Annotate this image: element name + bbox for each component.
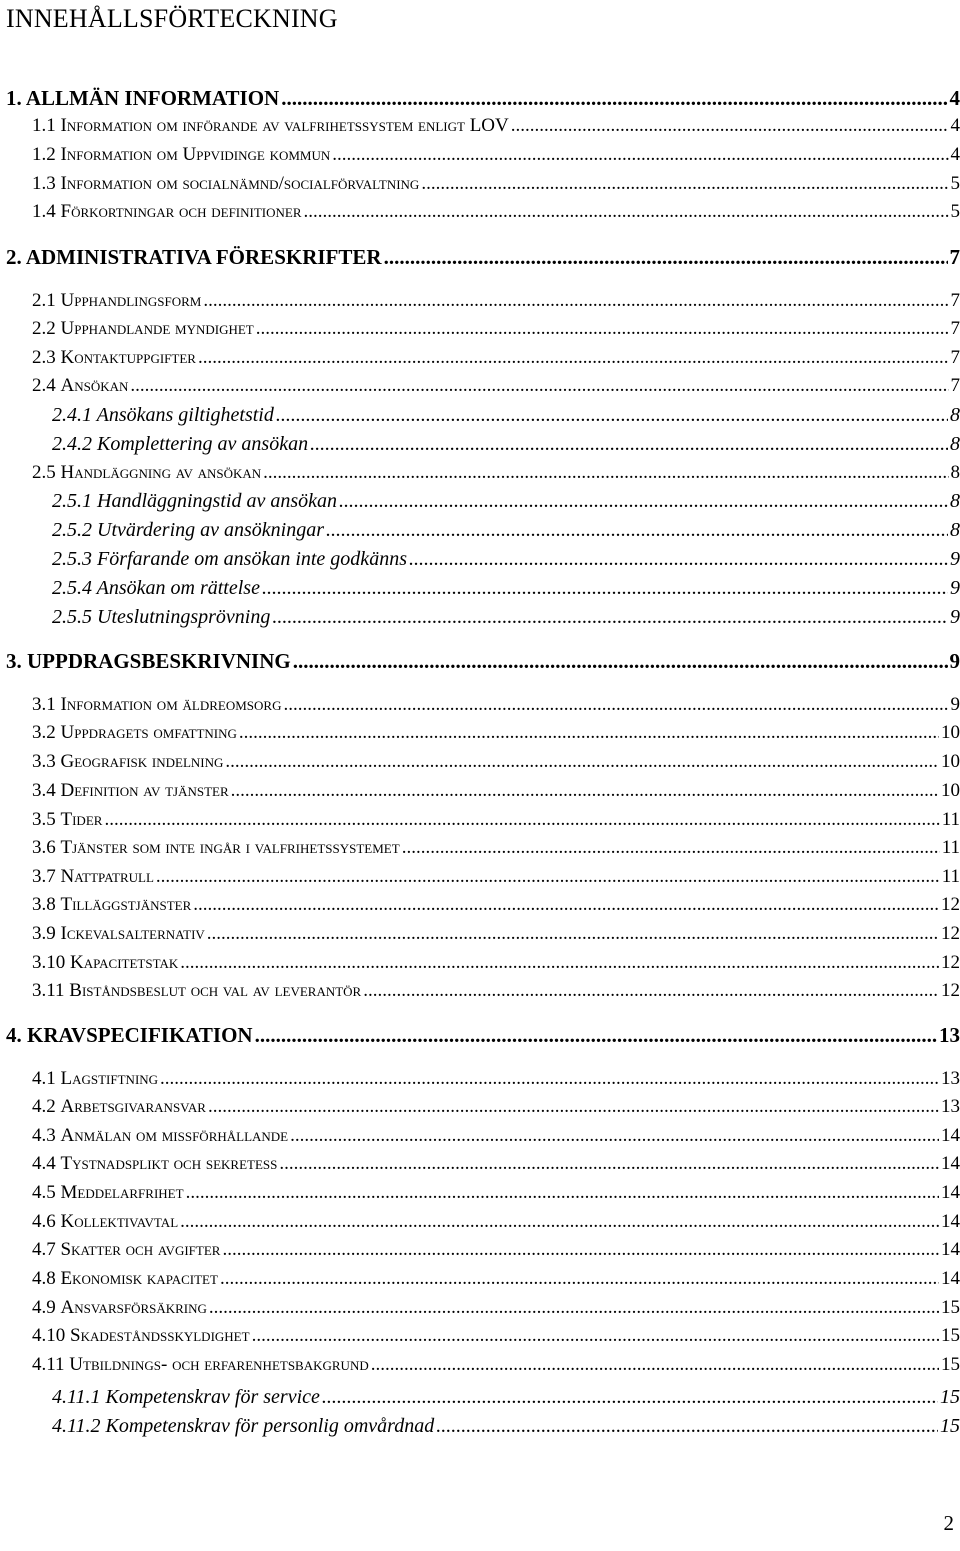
dot-leader [198, 344, 949, 372]
toc-entry-page: 11 [941, 866, 960, 887]
toc-entry-page: 15 [941, 1354, 960, 1375]
toc-entry-page: 10 [941, 751, 960, 772]
toc-entry[interactable] [32, 834, 960, 862]
toc-entry-text: Utbildnings- och erfarenhetsbakgrund [69, 1354, 369, 1375]
toc-entry-number: 3.11 [32, 980, 70, 1001]
toc-entry-page: 7 [950, 347, 960, 368]
toc-entry-text: Ansvarsförsäkring [60, 1297, 207, 1318]
toc-entry-text: Meddelarfrihet [60, 1182, 184, 1203]
dot-leader [293, 647, 948, 675]
toc-entry-label [52, 1412, 434, 1440]
toc-entry[interactable] [52, 401, 960, 429]
toc-entry-page: 12 [941, 894, 960, 915]
toc-entry-page: 8 [950, 433, 960, 455]
dot-leader [222, 1236, 939, 1264]
dot-leader [371, 1351, 939, 1379]
toc-entry-text: KRAVSPECIFIKATION [27, 1023, 253, 1047]
toc-entry-page: 8 [950, 490, 960, 512]
toc-entry[interactable] [32, 170, 960, 198]
toc-entry-number: 3.5 [32, 809, 61, 830]
toc-entry[interactable] [52, 487, 960, 515]
toc-entry-number: 4.10 [32, 1325, 70, 1346]
toc-entry[interactable] [32, 1150, 960, 1178]
dot-leader [272, 603, 948, 631]
toc-entry-text: Ickevalsalternativ [60, 923, 205, 944]
toc-entry-number: 2.5.5 [52, 606, 97, 628]
toc-entry-label [32, 344, 196, 372]
dot-leader [209, 1294, 939, 1322]
toc-entry-text: Kontaktuppgifter [60, 347, 196, 368]
toc-entry-page: 7 [950, 290, 960, 311]
toc-entry-label [32, 891, 191, 919]
dot-leader [156, 863, 940, 891]
toc-entry[interactable] [32, 1351, 960, 1379]
toc-entry-page: 12 [941, 952, 960, 973]
toc-entry-number: 4.4 [32, 1153, 61, 1174]
toc-entry-text: ADMINISTRATIVA FÖRESKRIFTER [25, 245, 382, 269]
toc-entry-page: 8 [950, 462, 960, 483]
toc-entry[interactable] [32, 719, 960, 747]
toc-entry-text: Förkortningar och definitioner [60, 201, 302, 222]
toc-entry-label [32, 863, 154, 891]
toc-entry-text: Information om införande av valfrihetssystem enligt LOV [60, 115, 509, 136]
toc-entry-page: 15 [940, 1386, 960, 1408]
toc-entry-label [52, 430, 308, 458]
toc-entry-text: Kollektivavtal [60, 1211, 179, 1232]
toc-entry-number: 1.4 [32, 201, 61, 222]
toc-entry-number: 4.7 [32, 1239, 61, 1260]
toc-entry-number: 3.4 [32, 780, 61, 801]
toc-entry-label [52, 1383, 320, 1411]
dot-leader [436, 1412, 938, 1440]
toc-entry-page: 13 [941, 1096, 960, 1117]
toc-entry-number: 2.5.1 [52, 490, 97, 512]
dot-leader [279, 1150, 939, 1178]
toc-entry[interactable] [32, 863, 960, 891]
toc-entry-number: 2.4.1 [52, 404, 97, 426]
toc-entry-text: Uppdragets omfattning [60, 722, 237, 743]
toc-entry-number: 2.5 [32, 462, 61, 483]
toc-entry-number: 3.7 [32, 866, 61, 887]
toc-entry-label [32, 806, 102, 834]
toc-entry-text: Information om socialnämnd/socialförvaltning [60, 173, 420, 194]
toc-entry-text: Uteslutningsprövning [97, 606, 271, 628]
toc-entry-label [32, 1265, 218, 1293]
toc-entry-number: 3.6 [32, 837, 61, 858]
toc-entry-page: 4 [949, 86, 960, 110]
toc-entry-label [52, 401, 274, 429]
toc-entry[interactable] [32, 1208, 960, 1236]
dot-leader [409, 545, 948, 573]
toc-entry-number: 3.8 [32, 894, 61, 915]
dot-leader [193, 891, 939, 919]
toc-entry[interactable] [32, 806, 960, 834]
dot-leader [239, 719, 939, 747]
toc-entry-page: 13 [939, 1023, 960, 1047]
toc-entry-text: Biståndsbeslut och val av leverantör [69, 980, 362, 1001]
toc-entry-page: 11 [941, 809, 960, 830]
toc-entry-number: 4.1 [32, 1068, 61, 1089]
toc-entry-label [32, 920, 205, 948]
toc-entry[interactable] [32, 1179, 960, 1207]
toc-entry[interactable] [32, 1122, 960, 1150]
toc-entry-number: 2.4 [32, 375, 61, 396]
dot-leader [310, 430, 948, 458]
toc-entry-label [32, 1236, 220, 1264]
toc-entry-number: 2. [6, 245, 26, 269]
toc-entry-page: 12 [941, 923, 960, 944]
toc-entry-number: 2.2 [32, 318, 61, 339]
toc-entry-page: 9 [949, 649, 960, 673]
toc-entry-label [32, 719, 237, 747]
toc-entry[interactable] [32, 777, 960, 805]
toc-entry-label [32, 1122, 288, 1150]
toc-entry-number: 3.1 [32, 694, 61, 715]
toc-entry-text: UPPDRAGSBESKRIVNING [27, 649, 291, 673]
toc-entry[interactable] [32, 1294, 960, 1322]
toc-entry-number: 4.8 [32, 1268, 61, 1289]
toc-entry-page: 14 [941, 1211, 960, 1232]
toc-entry-page: 7 [950, 375, 960, 396]
toc-entry-label [32, 1093, 206, 1121]
toc-entry[interactable] [32, 920, 960, 948]
toc-entry-text: Komplettering av ansökan [97, 433, 309, 455]
toc-entry-number: 1.2 [32, 144, 61, 165]
toc-entry[interactable] [52, 430, 960, 458]
toc-entry-label [52, 516, 324, 544]
dot-leader [207, 920, 939, 948]
toc-entry[interactable] [32, 1265, 960, 1293]
toc-entry-label [6, 647, 291, 675]
toc-entry-text: Utvärdering av ansökningar [97, 519, 325, 541]
toc-entry-text: Tider [60, 809, 103, 830]
toc-entry[interactable] [32, 1322, 960, 1350]
dot-leader [186, 1179, 939, 1207]
toc-entry-number: 3.10 [32, 952, 70, 973]
toc-entry-text: Information om Uppvidinge kommun [60, 144, 331, 165]
toc-entry-page: 7 [949, 245, 960, 269]
toc-entry[interactable] [32, 372, 960, 400]
toc-entry[interactable] [52, 1412, 960, 1440]
dot-leader [384, 243, 948, 271]
toc-entry-text: Handläggningstid av ansökan [97, 490, 337, 512]
toc-entry-number: 4.5 [32, 1182, 61, 1203]
toc-entry-page: 15 [940, 1415, 960, 1437]
toc-entry-page: 10 [941, 722, 960, 743]
dot-leader [363, 977, 939, 1005]
toc-entry-text: Anmälan om missförhållande [60, 1125, 289, 1146]
toc-entry[interactable] [52, 516, 960, 544]
toc-entry-page: 8 [950, 404, 960, 426]
toc-entry[interactable] [52, 1383, 960, 1411]
toc-entry-label [32, 1065, 158, 1093]
toc-entry-number: 4.6 [32, 1211, 61, 1232]
toc-entry-page: 9 [950, 577, 960, 599]
toc-entry-number: 4.2 [32, 1096, 61, 1117]
toc-entry-page: 14 [941, 1182, 960, 1203]
toc-entry-label [32, 1208, 178, 1236]
toc-entry-page: 13 [941, 1068, 960, 1089]
toc-entry-text: Information om äldreomsorg [60, 694, 282, 715]
toc-entry[interactable] [32, 748, 960, 776]
toc-entry[interactable] [52, 603, 960, 631]
toc-entry-number: 4.9 [32, 1297, 61, 1318]
toc-entry-page: 12 [941, 980, 960, 1001]
toc-entry-text: Arbetsgivaransvar [60, 1096, 206, 1117]
toc-entry-page: 7 [950, 318, 960, 339]
toc-entry-number: 1.3 [32, 173, 61, 194]
toc-entry-label [32, 748, 223, 776]
toc-entry[interactable] [32, 141, 960, 169]
toc-entry-page: 9 [950, 548, 960, 570]
toc-entry[interactable] [6, 243, 960, 271]
toc-entry-label [32, 1294, 207, 1322]
dot-leader [332, 141, 948, 169]
toc-entry-text: Upphandlande myndighet [60, 318, 254, 339]
toc-entry-label [32, 112, 509, 140]
dot-leader [263, 459, 948, 487]
toc-entry-page: 5 [950, 201, 960, 222]
toc-entry-label [6, 84, 279, 112]
toc-entry-text: Skatter och avgifter [60, 1239, 221, 1260]
toc-entry[interactable] [52, 545, 960, 573]
toc-entry-label [32, 459, 261, 487]
toc-entry-text: Ansökans giltighetstid [96, 404, 274, 426]
toc-entry-label [32, 372, 128, 400]
toc-entry-number: 1. [6, 86, 26, 110]
dot-leader [203, 287, 948, 315]
toc-entry[interactable] [32, 112, 960, 140]
toc-entry[interactable] [32, 949, 960, 977]
dot-leader [326, 516, 948, 544]
toc-entry-number: 4. [6, 1023, 27, 1047]
toc-entry[interactable] [32, 344, 960, 372]
dot-leader [402, 834, 940, 862]
toc-entry-page: 5 [950, 173, 960, 194]
toc-entry-page: 4 [950, 115, 960, 136]
toc-entry[interactable] [52, 574, 960, 602]
toc-entry-text: Nattpatrull [60, 866, 154, 887]
toc-entry-page: 14 [941, 1239, 960, 1260]
toc-entry-label [52, 574, 260, 602]
toc-entry[interactable] [32, 1236, 960, 1264]
toc-entry[interactable] [32, 1093, 960, 1121]
page-number: 2 [943, 1511, 954, 1535]
page-title: INNEHÅLLSFÖRTECKNING [6, 4, 338, 33]
toc-entry-page: 15 [941, 1297, 960, 1318]
dot-leader [262, 574, 948, 602]
dot-leader [252, 1322, 939, 1350]
toc-entry-page: 14 [941, 1125, 960, 1146]
toc-entry-number: 3. [6, 649, 27, 673]
toc-entry-text: Ansökan [60, 375, 129, 396]
toc-entry-label [32, 1351, 369, 1379]
toc-entry-text: Handläggning av ansökan [60, 462, 262, 483]
toc-entry-text: ALLMÄN INFORMATION [25, 86, 280, 110]
toc-entry-number: 2.3 [32, 347, 61, 368]
toc-entry-label [52, 603, 270, 631]
toc-entry-page: 11 [941, 837, 960, 858]
toc-entry-number: 1.1 [32, 115, 61, 136]
toc-entry-page: 9 [950, 606, 960, 628]
toc-entry[interactable] [32, 977, 960, 1005]
toc-entry[interactable] [32, 1065, 960, 1093]
toc-entry-label [32, 315, 254, 343]
dot-leader [231, 777, 939, 805]
toc-entry-label [6, 1021, 253, 1049]
toc-entry[interactable] [6, 1021, 960, 1049]
toc-entry-number: 3.9 [32, 923, 61, 944]
toc-entry-text: Tystnadsplikt och sekretess [60, 1153, 278, 1174]
toc-entry-label [32, 977, 361, 1005]
toc-entry-page: 10 [941, 780, 960, 801]
toc-entry-label [32, 1150, 277, 1178]
dot-leader [276, 401, 948, 429]
dot-leader [256, 315, 949, 343]
dot-leader [220, 1265, 939, 1293]
toc-entry[interactable] [32, 891, 960, 919]
toc-entry-number: 2.1 [32, 290, 61, 311]
dot-leader [255, 1021, 937, 1049]
toc-entry-text: Ekonomisk kapacitet [60, 1268, 218, 1289]
toc-entry-label [32, 834, 400, 862]
toc-entry[interactable] [32, 691, 960, 719]
toc-entry-label [32, 287, 201, 315]
dot-leader [290, 1122, 939, 1150]
toc-entry-label [32, 170, 419, 198]
dot-leader [281, 84, 947, 112]
toc-entry-label [32, 1322, 250, 1350]
toc-entry-label [32, 1179, 184, 1207]
toc-entry[interactable] [6, 647, 960, 675]
toc-entry-text: Tilläggstjänster [60, 894, 192, 915]
toc-entry-number: 4.3 [32, 1125, 61, 1146]
dot-leader [130, 372, 948, 400]
dot-leader [511, 112, 949, 140]
dot-leader [180, 1208, 939, 1236]
toc-entry-page: 14 [941, 1268, 960, 1289]
dot-leader [208, 1093, 939, 1121]
toc-entry-page: 9 [950, 694, 960, 715]
dot-leader [421, 170, 948, 198]
dot-leader [225, 748, 939, 776]
toc-entry-text: Förfarande om ansökan inte godkänns [97, 548, 407, 570]
toc-entry-number: 4.11 [32, 1354, 70, 1375]
dot-leader [304, 198, 949, 226]
toc-entry[interactable] [6, 84, 960, 112]
toc-entry-text: Upphandlingsform [60, 290, 202, 311]
dot-leader [180, 949, 939, 977]
toc-entry-page: 4 [950, 144, 960, 165]
toc-entry-number: 3.3 [32, 751, 61, 772]
toc-entry-label [32, 141, 330, 169]
toc-entry-text: Definition av tjänster [60, 780, 229, 801]
toc-entry-page: 15 [941, 1325, 960, 1346]
dot-leader [339, 487, 948, 515]
toc-entry-number: 2.5.2 [52, 519, 97, 541]
toc-entry-text: Kapacitetstak [70, 952, 179, 973]
toc-entry-text: Skadeståndsskyldighet [70, 1325, 250, 1346]
toc-entry-number: 3.2 [32, 722, 61, 743]
toc-entry-text: Geografisk indelning [60, 751, 224, 772]
toc-entry-label [32, 777, 229, 805]
toc-entry-page: 14 [941, 1153, 960, 1174]
toc-entry-text: Ansökan om rättelse [96, 577, 260, 599]
toc-entry[interactable] [32, 459, 960, 487]
dot-leader [322, 1383, 938, 1411]
toc-entry[interactable] [32, 315, 960, 343]
dot-leader [283, 691, 948, 719]
toc-entry-number: 2.5.4 [52, 577, 97, 599]
toc-entry-text: Lagstiftning [60, 1068, 159, 1089]
toc-entry-number: 2.5.3 [52, 548, 97, 570]
toc-entry[interactable] [32, 287, 960, 315]
toc-entry-number: 2.4.2 [52, 433, 97, 455]
dot-leader [160, 1065, 939, 1093]
toc-entry-label [52, 545, 407, 573]
toc-entry-label [32, 691, 281, 719]
toc-entry-label [6, 243, 382, 271]
toc-entry-label [52, 487, 337, 515]
dot-leader [104, 806, 939, 834]
toc-entry-text: Kompetenskrav för service [105, 1386, 320, 1408]
toc-entry-page: 8 [950, 519, 960, 541]
toc-entry-number: 4.11.1 [52, 1386, 106, 1408]
toc-entry-number: 4.11.2 [52, 1415, 106, 1437]
toc-entry-label [32, 949, 178, 977]
toc-entry-text: Kompetenskrav för personlig omvårdnad [105, 1415, 435, 1437]
toc-entry-label [32, 198, 302, 226]
toc-entry-text: Tjänster som inte ingår i valfrihetssystemet [60, 837, 400, 858]
toc-entry[interactable] [32, 198, 960, 226]
